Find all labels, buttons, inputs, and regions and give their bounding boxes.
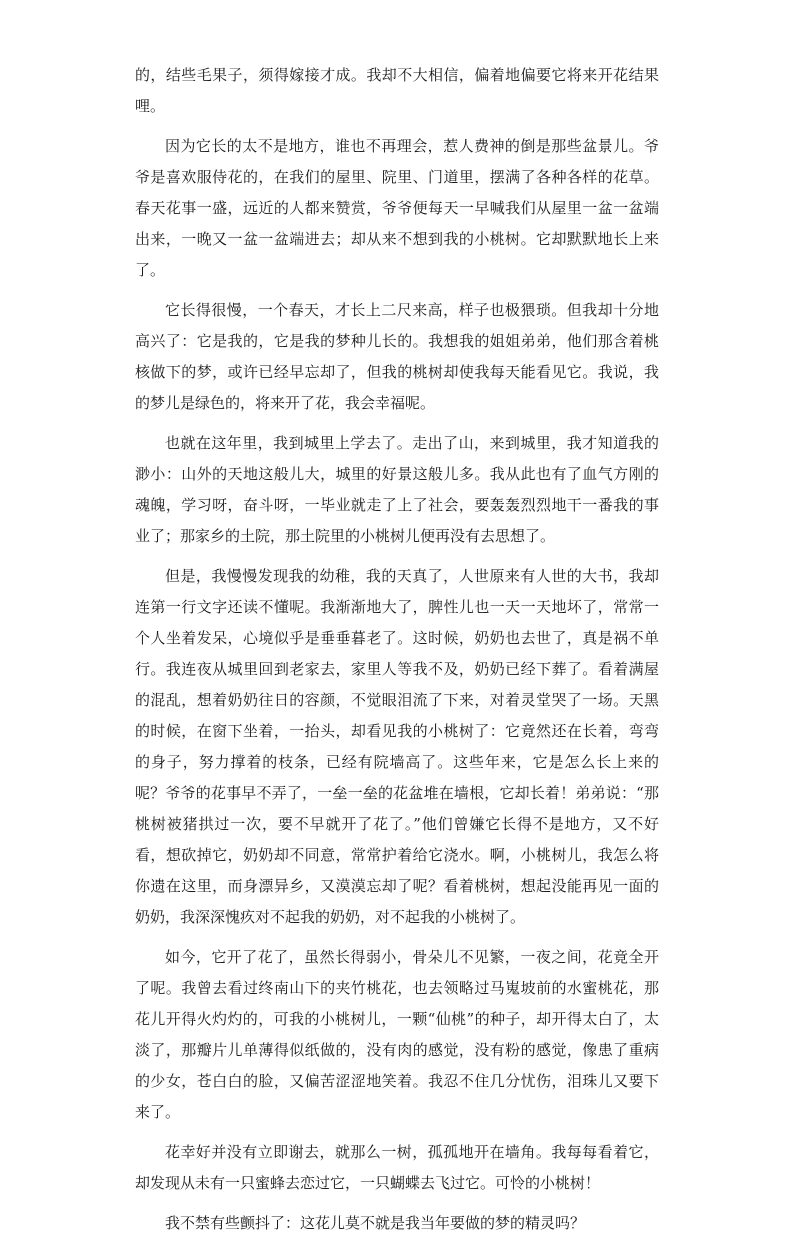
- paragraph: 它长得很慢，一个春天，才长上二尺来高，样子也极猥琐。但我却十分地高兴了：它是我的，它是我的梦种儿长的。我想我的姐姐弟弟，他们那含着桃核做下的梦，或许已经早忘却了，但我的桃树却使我每天能看见它。我说，我的梦儿是绿色的，将来开了花，我会幸福呢。: [135, 301, 659, 412]
- paragraph: 的，结些毛果子，须得嫁接才成。我却不大相信，偏着地偏要它将来开花结果哩。: [135, 66, 659, 115]
- paragraph: 但是，我慢慢发现我的幼稚，我的天真了，人世原来有人世的大书，我却连第一行文字还读不懂呢。我渐渐地大了，脾性儿也一天一天地坏了，常常一个人坐着发呆，心境似乎是垂垂暮老了。这时候，奶奶也去世了，真是祸不单行。我连夜从城里回到老家去，家里人等我不及，奶奶已经下葬了。看着满屋的混乱，想着奶奶往日的容颜，不觉眼泪流了下来，对着灵堂哭了一场。天黑的时候，在窗下坐着，一抬头，却看见我的小桃树了：它竟然还在长着，弯弯的身子，努力撑着的枝条，已经有院墙高了。这些年来，它是怎么长上来的呢？爷爷的花事早不弄了，一垒一垒的花盆堆在墙根，它却长着！弟弟说：“那桃树被猪拱过一次，要不早就开了花了。”他们曾嫌它长得不是地方，又不好看，想砍掉它，奶奶却不同意，常常护着给它浇水。啊，小桃树儿，我怎么将你遗在这里，而身漂异乡，又漠漠忘却了呢？看着桃树，想起没能再见一面的奶奶，我深深愧疚对不起我的奶奶，对不起我的小桃树了。: [135, 567, 659, 926]
- paragraph: 我不禁有些颤抖了：这花儿莫不就是我当年要做的梦的精灵吗？: [165, 1214, 586, 1232]
- paragraph: 花幸好并没有立即谢去，就那么一树，孤孤地开在墙角。我每每看着它，却发现从未有一只蜜蜂去恋过它，一只蝴蝶去飞过它。可怜的小桃树！: [135, 1143, 659, 1192]
- paragraph: 如今，它开了花了，虽然长得弱小，骨朵儿不见繁，一夜之间，花竟全开了呢。我曾去看过终南山下的夹竹桃花，也去领略过马嵬坡前的水蜜桃花，那花儿开得火灼灼的，可我的小桃树儿，一颗“仙桃”的种子，却开得太白了，太淡了，那瓣片儿单薄得似纸做的，没有肉的感觉，没有粉的感觉，像患了重病的少女，苍白白的脸，又偏苦涩涩地笑着。我忍不住几分忧伤，泪珠儿又要下来了。: [135, 948, 659, 1121]
- paragraph: 也就在这年里，我到城里上学去了。走出了山，来到城里，我才知道我的渺小：山外的天地这般儿大，城里的好景这般儿多。我从此也有了血气方刚的魂魄，学习呀，奋斗呀，一毕业就走了上了社会，要轰轰烈烈地干一番我的事业了；那家乡的土院，那土院里的小桃树儿便再没有去思想了。: [135, 434, 659, 545]
- paragraph: 因为它长的太不是地方，谁也不再理会，惹人费神的倒是那些盆景儿。爷爷是喜欢服侍花的，在我们的屋里、院里、门道里，摆满了各种各样的花草。春天花事一盛，远近的人都来赞赏，爷爷便每天一早喊我们从屋里一盆一盆端出来，一晚又一盆一盆端进去；却从来不想到我的小桃树。它却默默地长上来了。: [135, 137, 659, 279]
- article-body: [135, 60, 659, 1248]
